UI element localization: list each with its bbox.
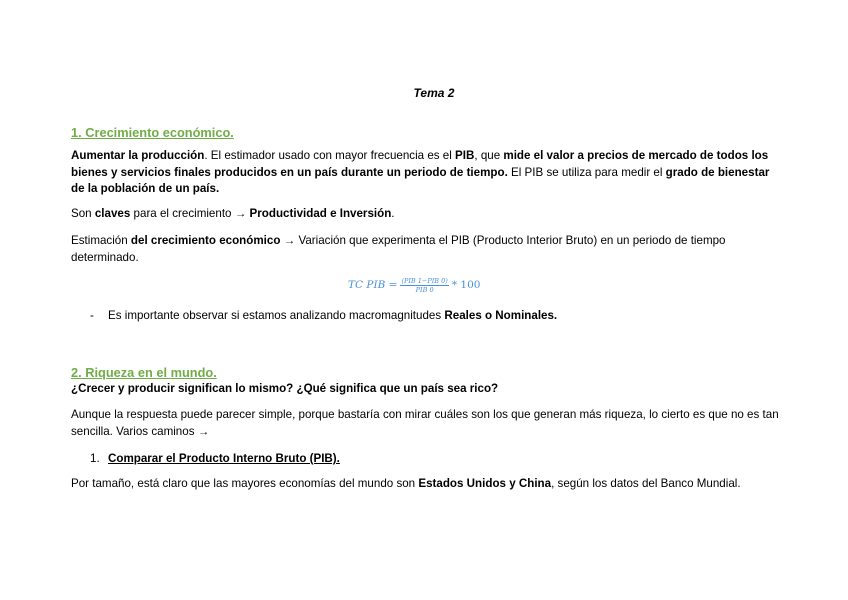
- text: para el crecimiento →: [130, 207, 250, 220]
- section-1-heading: 1. Crecimiento económico.: [71, 125, 234, 140]
- section-1-paragraph-2: [71, 206, 781, 223]
- section-2-heading: 2. Riqueza en el mundo.: [71, 365, 217, 380]
- formula-rhs: * 100: [451, 279, 481, 292]
- text: , según los datos del Banco Mundial.: [551, 477, 741, 490]
- bold-text: Reales o Nominales.: [444, 309, 558, 322]
- document-title: Tema 2: [413, 86, 455, 100]
- section-2-paragraph-1: Aunque la respuesta puede parecer simple, porque bastaría con mirar cuáles son los que generan más riqueza, lo cierto es que no es tan sencilla. Varios caminos →: [71, 408, 779, 438]
- bold-text: Aumentar la producción: [71, 149, 205, 162]
- bullet-marker: -: [90, 309, 94, 322]
- bold-text: PIB: [455, 149, 475, 162]
- bold-text: Estados Unidos y China: [418, 477, 552, 490]
- formula-numerator: (PIB 1−PIB 0): [401, 277, 448, 285]
- formula-lhs: TC PIB =: [348, 279, 398, 292]
- text: Son: [71, 207, 95, 220]
- bold-text: grado de bienestar de la población de un país.: [71, 165, 770, 195]
- section-2-question: ¿Crecer y producir significan lo mismo? ¿Qué significa que un país sea rico?: [71, 382, 499, 395]
- formula-fraction: [400, 277, 448, 294]
- bold-text: Productividad e Inversión: [249, 207, 392, 220]
- text: → Variación que experimenta el PIB (Producto Interior Bruto) en un periodo de tiempo determinado.: [71, 234, 726, 264]
- text: Es importante observar si estamos analizando macromagnitudes: [108, 309, 445, 322]
- text: El PIB se utiliza para medir el: [507, 165, 666, 179]
- bold-text: mide el valor a precios de mercado de todos los bienes y servicios finales producidos en un país durante un periodo de tiempo.: [71, 149, 769, 179]
- bold-text: claves: [94, 207, 131, 220]
- text: .: [391, 207, 395, 220]
- formula-denominator: PIB 0: [415, 286, 434, 294]
- text: , que: [474, 149, 504, 162]
- bullet-item: [108, 308, 557, 325]
- growth-formula: [348, 277, 480, 294]
- section-2-paragraph-2: [71, 476, 781, 493]
- bold-text: del crecimiento económico: [130, 234, 281, 247]
- section-1-paragraph-3: [71, 233, 781, 266]
- numbered-item: Comparar el Producto Interno Bruto (PIB).: [108, 452, 340, 465]
- section-1-paragraph-1: [71, 148, 781, 198]
- text: Estimación: [71, 234, 131, 247]
- numbered-marker: 1.: [90, 452, 100, 465]
- text: Por tamaño, está claro que las mayores economías del mundo son: [71, 477, 419, 490]
- text: . El estimador usado con mayor frecuencia es el: [204, 149, 456, 162]
